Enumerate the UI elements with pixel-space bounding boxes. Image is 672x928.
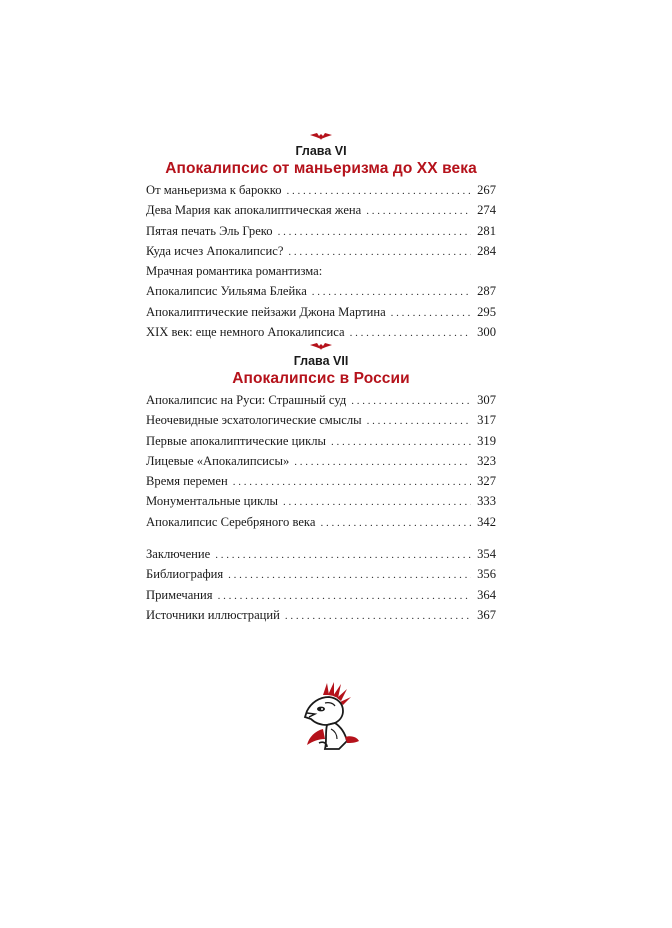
toc-entry[interactable] <box>146 200 496 220</box>
chapter-title: Апокалипсис от маньеризма до XX века <box>165 160 477 177</box>
toc-entry-title: Заключение <box>146 547 211 561</box>
toc-entry-page: 287 <box>477 284 496 299</box>
dot-leader <box>331 432 471 452</box>
toc-entry-title: Апокалипсис Серебряного века <box>146 514 316 529</box>
toc-entry-page: 317 <box>477 413 496 428</box>
toc-entry-title: Апокалипсис на Руси: Страшный суд <box>146 393 347 407</box>
toc-entry[interactable] <box>146 564 496 584</box>
toc-entry-page: 300 <box>477 325 496 340</box>
toc-entry-page: 295 <box>477 304 496 319</box>
back-matter <box>146 544 496 625</box>
toc-entry-title: Примечания <box>146 587 213 602</box>
toc-entry-page: 307 <box>477 393 496 407</box>
toc-entry-page: 281 <box>477 223 496 238</box>
toc-entry[interactable] <box>146 322 496 342</box>
toc-entry[interactable] <box>146 491 496 511</box>
toc-entry[interactable] <box>146 390 496 410</box>
dot-leader <box>287 181 472 201</box>
toc-entry-title: Монументальные циклы <box>146 494 279 509</box>
chapter-label: Глава VI <box>295 144 347 158</box>
toc-entry-title: Первые апокалиптические циклы <box>146 433 326 448</box>
toc-entry-page: 323 <box>477 453 496 468</box>
chapter-title: Апокалипсис в России <box>232 370 410 387</box>
dot-leader <box>288 242 471 262</box>
toc-entry-title: Время перемен <box>146 474 228 489</box>
dot-leader <box>294 452 471 472</box>
toc-list <box>146 390 496 532</box>
toc-list <box>146 180 496 342</box>
chapter-6 <box>146 131 496 342</box>
toc-entry-page: 356 <box>477 567 496 582</box>
toc-entry[interactable] <box>146 585 496 605</box>
toc-entry[interactable] <box>146 471 496 491</box>
toc-entry[interactable] <box>146 302 496 322</box>
toc-entry-page: 327 <box>477 474 496 489</box>
toc-entry[interactable] <box>146 431 496 451</box>
toc-entry-page: 354 <box>477 547 496 561</box>
toc-entry[interactable] <box>146 180 496 200</box>
toc-entry-title: От маньеризма к барокко <box>146 183 282 197</box>
winged-ornament-icon <box>309 341 333 351</box>
dot-leader <box>312 282 471 302</box>
toc-entry-page: 342 <box>477 514 496 529</box>
toc-entry-title: Куда исчез Апокалипсис? <box>146 243 284 258</box>
toc-entry-title: Апокалиптические пейзажи Джона Мартина <box>146 304 386 319</box>
toc-entry-page: 364 <box>477 587 496 602</box>
toc-entry-page: 367 <box>477 607 496 622</box>
toc-entry[interactable] <box>146 512 496 532</box>
toc-entry-page: 267 <box>477 183 496 197</box>
toc-entry-title: Дева Мария как апокалиптическая жена <box>146 203 362 218</box>
toc-entry[interactable] <box>146 221 496 241</box>
dot-leader <box>320 513 471 533</box>
toc-entry-title: Лицевые «Апокалипсисы» <box>146 453 290 468</box>
toc-entry-title: Апокалипсис Уильяма Блейка <box>146 284 307 299</box>
dot-leader <box>218 586 471 606</box>
toc-entry-page: 333 <box>477 494 496 509</box>
toc-entry[interactable] <box>146 410 496 430</box>
dragon-emblem-icon <box>301 681 363 751</box>
toc-entry-page: 319 <box>477 433 496 448</box>
toc-entry-title: Неочевидные эсхатологические смыслы <box>146 413 362 428</box>
toc-entry-page: 274 <box>477 203 496 218</box>
dot-leader <box>366 201 471 221</box>
toc-entry[interactable] <box>146 281 496 301</box>
chapter-7 <box>146 341 496 532</box>
dot-leader <box>215 545 471 565</box>
dot-leader <box>233 472 471 492</box>
dot-leader <box>367 411 471 431</box>
toc-entry-title: Библиография <box>146 567 224 582</box>
dot-leader <box>278 222 471 242</box>
dot-leader <box>283 492 471 512</box>
toc-entry-title: Пятая печать Эль Греко <box>146 223 273 238</box>
toc-entry-title: XIX век: еще немного Апокалипсиса <box>146 325 345 340</box>
dot-leader <box>228 565 471 585</box>
toc-section-heading <box>146 261 496 281</box>
toc-entry[interactable] <box>146 451 496 471</box>
chapter-label: Глава VII <box>293 354 349 368</box>
toc-entry[interactable] <box>146 544 496 564</box>
toc-entry[interactable] <box>146 605 496 625</box>
dot-leader <box>285 606 471 626</box>
toc-entry-page: 284 <box>477 243 496 258</box>
dot-leader <box>391 303 471 323</box>
toc-entry-title: Мрачная романтика романтизма: <box>146 264 323 279</box>
winged-ornament-icon <box>309 131 333 141</box>
toc-entry[interactable] <box>146 241 496 261</box>
dot-leader <box>351 391 471 411</box>
toc-entry-title: Источники иллюстраций <box>146 607 280 622</box>
